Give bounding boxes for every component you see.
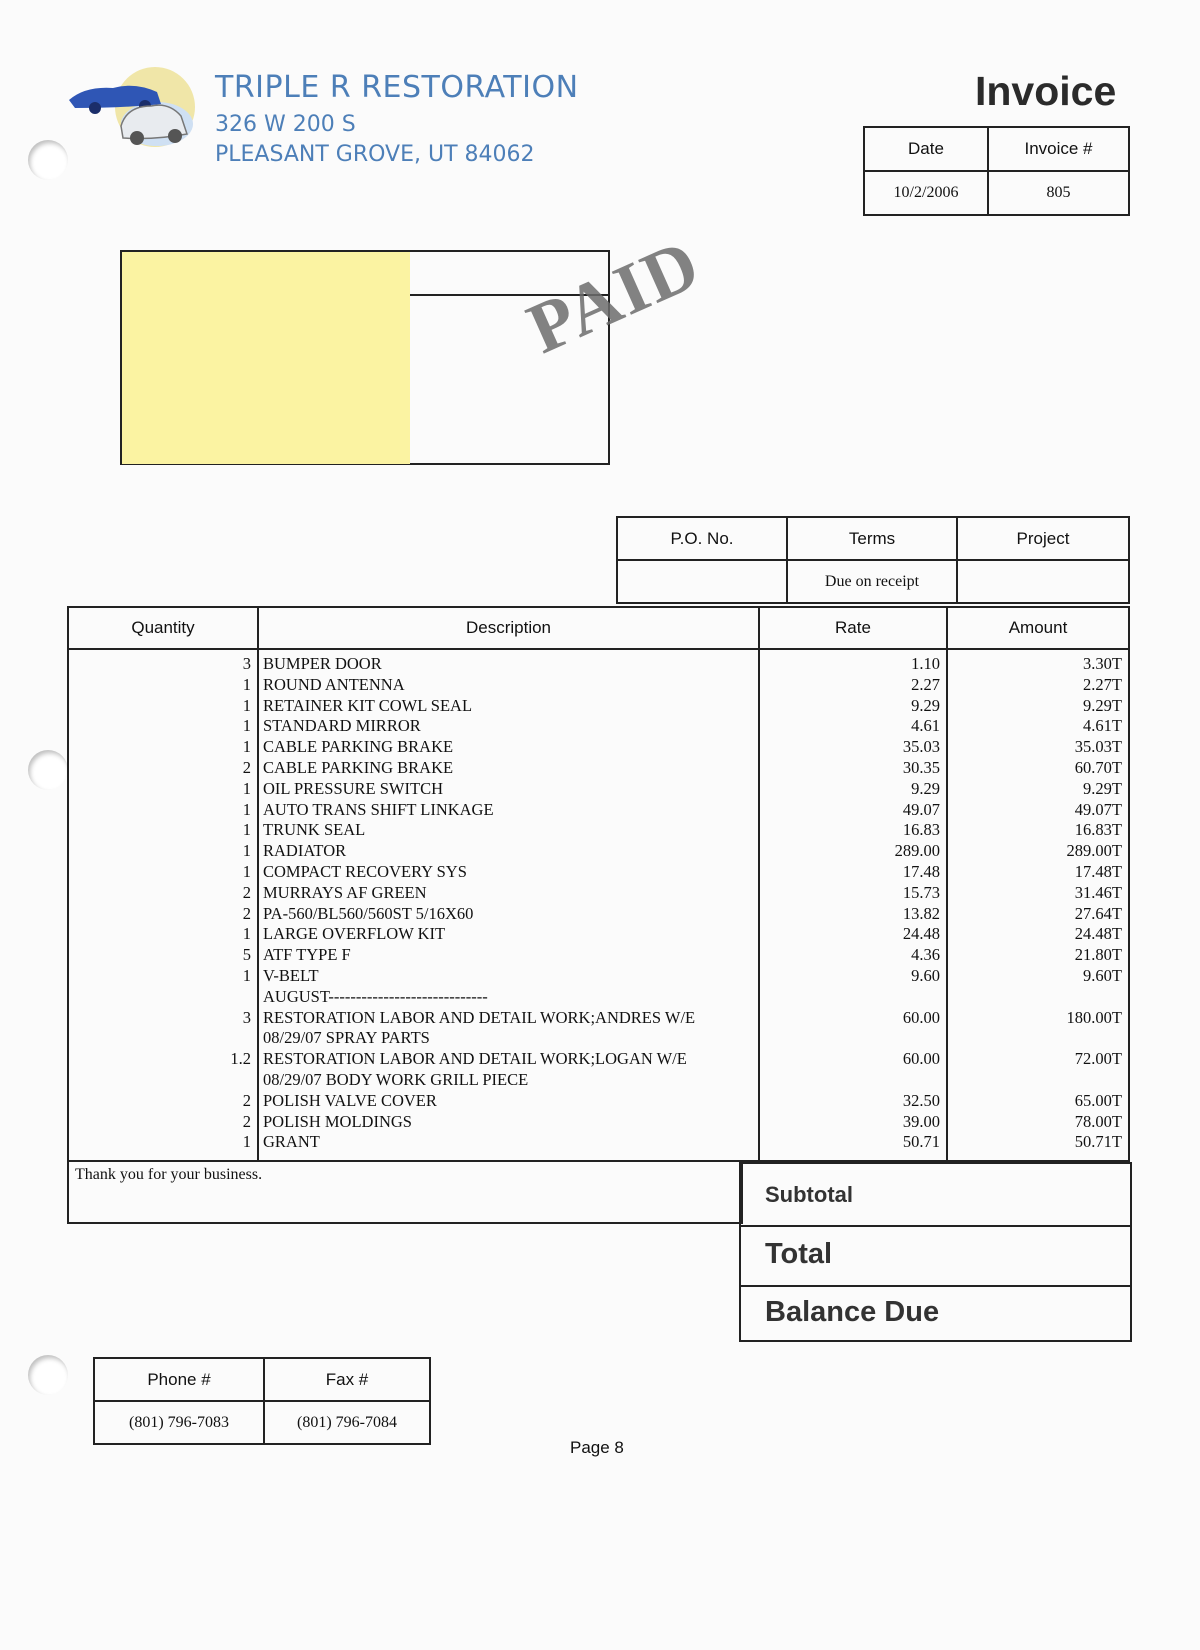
item-amount-spacer	[948, 1070, 1128, 1091]
item-amount: 4.61T	[1083, 716, 1122, 736]
item-rate: 15.73	[902, 882, 940, 902]
invoice-number-label: Invoice #	[988, 127, 1129, 171]
item-description: RESTORATION LABOR AND DETAIL WORK;ANDRES W/E	[263, 1007, 696, 1027]
item-description: 08/29/07 BODY WORK GRILL PIECE	[263, 1069, 529, 1089]
amount-column	[948, 654, 1128, 1153]
item-rate: 60.00	[902, 1007, 940, 1027]
thank-you-message: Thank you for your business.	[75, 1166, 263, 1183]
item-rate: 35.03	[902, 737, 940, 757]
invoice-date: 10/2/2006	[864, 171, 988, 215]
item-description: RADIATOR	[263, 841, 347, 861]
item-rate: 17.48	[902, 861, 940, 881]
item-quantity: 1	[242, 799, 251, 819]
item-rate: 2.27	[911, 674, 940, 694]
total-label: Total	[765, 1238, 833, 1270]
item-amount: 9.60T	[1083, 965, 1122, 985]
invoice-meta-table	[863, 126, 1130, 216]
item-rate: 9.29	[911, 778, 940, 798]
item-amount: 31.46T	[1074, 882, 1122, 902]
item-quantity-spacer	[69, 1070, 257, 1091]
page-number: Page 8	[570, 1438, 624, 1457]
item-quantity: 2	[242, 882, 251, 902]
item-rate-spacer	[760, 1070, 946, 1091]
company-name: TRIPLE R RESTORATION	[215, 70, 579, 105]
quantity-column	[69, 654, 257, 1153]
item-amount: 49.07T	[1074, 799, 1122, 819]
project-label: Project	[957, 517, 1129, 560]
subtotal-divider	[741, 1225, 1130, 1227]
item-rate: 30.35	[902, 757, 940, 777]
item-amount: 60.70T	[1074, 757, 1122, 777]
project-value	[957, 560, 1129, 603]
item-amount: 21.80T	[1074, 945, 1122, 965]
contact-table	[93, 1357, 431, 1445]
item-quantity: 1	[242, 861, 251, 881]
description-header: Description	[258, 607, 759, 649]
paid-stamp: PAID	[516, 223, 712, 369]
item-rate: 13.82	[902, 903, 940, 923]
rate-header: Rate	[759, 607, 947, 649]
item-rate: 60.00	[902, 1049, 940, 1069]
item-rate: 24.48	[902, 924, 940, 944]
item-amount: 27.64T	[1074, 903, 1122, 923]
phone-label: Phone #	[94, 1358, 264, 1401]
item-description: RETAINER KIT COWL SEAL	[263, 695, 473, 715]
totals-box	[739, 1162, 1132, 1342]
terms-label: Terms	[787, 517, 957, 560]
item-description: OIL PRESSURE SWITCH	[263, 778, 443, 798]
total-divider	[741, 1285, 1130, 1287]
item-amount: 9.29T	[1083, 695, 1122, 715]
item-quantity: 1	[242, 674, 251, 694]
item-amount-spacer	[948, 1028, 1128, 1049]
item-description: V-BELT	[263, 965, 319, 985]
item-amount: 3.30T	[1083, 654, 1122, 673]
item-quantity: 3	[242, 1007, 251, 1027]
item-rate: 16.83	[902, 820, 940, 840]
po-number-value	[617, 560, 787, 603]
item-amount: 78.00T	[1074, 1111, 1122, 1131]
item-amount: 2.27T	[1083, 674, 1122, 694]
company-address-line1: 326 W 200 S	[215, 112, 356, 137]
item-rate: 39.00	[902, 1111, 940, 1131]
line-items-table	[67, 606, 1130, 1162]
item-amount	[948, 987, 1128, 1008]
terms-table	[616, 516, 1130, 604]
item-description: MURRAYS AF GREEN	[263, 882, 427, 902]
amount-header: Amount	[947, 607, 1129, 649]
item-quantity: 2	[242, 1111, 251, 1131]
thanks-box	[67, 1162, 743, 1224]
item-amount: 16.83T	[1074, 820, 1122, 840]
item-amount: 24.48T	[1074, 924, 1122, 944]
item-description: RESTORATION LABOR AND DETAIL WORK;LOGAN W/E	[263, 1049, 687, 1069]
item-description: CABLE PARKING BRAKE	[263, 737, 454, 757]
item-quantity: 1	[242, 965, 251, 985]
item-rate: 9.29	[911, 695, 940, 715]
description-column	[259, 654, 758, 1153]
company-address-line2: PLEASANT GROVE, UT 84062	[215, 142, 535, 167]
item-rate: 4.61	[911, 716, 940, 736]
item-amount: 72.00T	[1074, 1049, 1122, 1069]
item-quantity: 2	[242, 757, 251, 777]
subtotal-label: Subtotal	[765, 1182, 853, 1207]
sticky-note-redaction	[122, 252, 410, 464]
item-rate-spacer	[760, 1028, 946, 1049]
item-quantity: 5	[242, 945, 251, 965]
item-description: AUGUST-----------------------------	[263, 986, 488, 1006]
item-quantity: 1.2	[230, 1049, 251, 1069]
item-rate: 49.07	[902, 799, 940, 819]
item-quantity: 2	[242, 1090, 251, 1110]
item-amount: 17.48T	[1074, 861, 1122, 881]
invoice-number: 805	[988, 171, 1129, 215]
balance-due-label: Balance Due	[765, 1296, 940, 1328]
item-description: TRUNK SEAL	[263, 820, 366, 840]
item-rate: 50.71	[902, 1132, 940, 1152]
item-quantity: 1	[242, 716, 251, 736]
item-description: ATF TYPE F	[263, 945, 351, 965]
company-logo	[65, 62, 205, 162]
terms-value: Due on receipt	[787, 560, 957, 603]
item-description: POLISH MOLDINGS	[263, 1111, 412, 1131]
item-quantity: 1	[242, 820, 251, 840]
item-quantity	[69, 987, 257, 1008]
item-description: 08/29/07 SPRAY PARTS	[263, 1028, 430, 1048]
item-quantity: 1	[242, 924, 251, 944]
punch-hole-middle	[28, 750, 68, 790]
punch-hole-top	[28, 140, 68, 180]
invoice-title: Invoice	[975, 68, 1117, 114]
item-quantity: 1	[242, 1132, 251, 1152]
item-rate: 4.36	[911, 945, 940, 965]
item-quantity: 1	[242, 778, 251, 798]
item-amount: 180.00T	[1066, 1007, 1122, 1027]
item-description: COMPACT RECOVERY SYS	[263, 861, 467, 881]
item-description: STANDARD MIRROR	[263, 716, 421, 736]
date-label: Date	[864, 127, 988, 171]
item-description: CABLE PARKING BRAKE	[263, 757, 454, 777]
rate-column	[760, 654, 946, 1153]
item-rate: 32.50	[902, 1090, 940, 1110]
fax-label: Fax #	[264, 1358, 430, 1401]
phone-number: (801) 796-7083	[94, 1401, 264, 1444]
item-quantity: 1	[242, 841, 251, 861]
item-quantity: 1	[242, 695, 251, 715]
item-description: ROUND ANTENNA	[263, 674, 405, 694]
item-amount: 50.71T	[1074, 1132, 1122, 1152]
item-amount: 9.29T	[1083, 778, 1122, 798]
item-rate: 9.60	[911, 965, 940, 985]
item-quantity-spacer	[69, 1028, 257, 1049]
po-number-label: P.O. No.	[617, 517, 787, 560]
item-description: BUMPER DOOR	[263, 654, 382, 673]
quantity-header: Quantity	[68, 607, 258, 649]
item-amount: 289.00T	[1066, 841, 1122, 861]
item-rate: 289.00	[894, 841, 940, 861]
item-description: GRANT	[263, 1132, 320, 1152]
item-description: POLISH VALVE COVER	[263, 1090, 437, 1110]
item-rate	[760, 987, 946, 1008]
item-quantity: 3	[242, 654, 251, 673]
item-quantity: 1	[242, 737, 251, 757]
item-rate: 1.10	[911, 654, 940, 673]
item-amount: 65.00T	[1074, 1090, 1122, 1110]
item-description: PA-560/BL560/560ST 5/16X60	[263, 903, 474, 923]
item-quantity: 2	[242, 903, 251, 923]
item-description: LARGE OVERFLOW KIT	[263, 924, 446, 944]
punch-hole-bottom	[28, 1355, 68, 1395]
item-amount: 35.03T	[1074, 737, 1122, 757]
item-description: AUTO TRANS SHIFT LINKAGE	[263, 799, 494, 819]
fax-number: (801) 796-7084	[264, 1401, 430, 1444]
